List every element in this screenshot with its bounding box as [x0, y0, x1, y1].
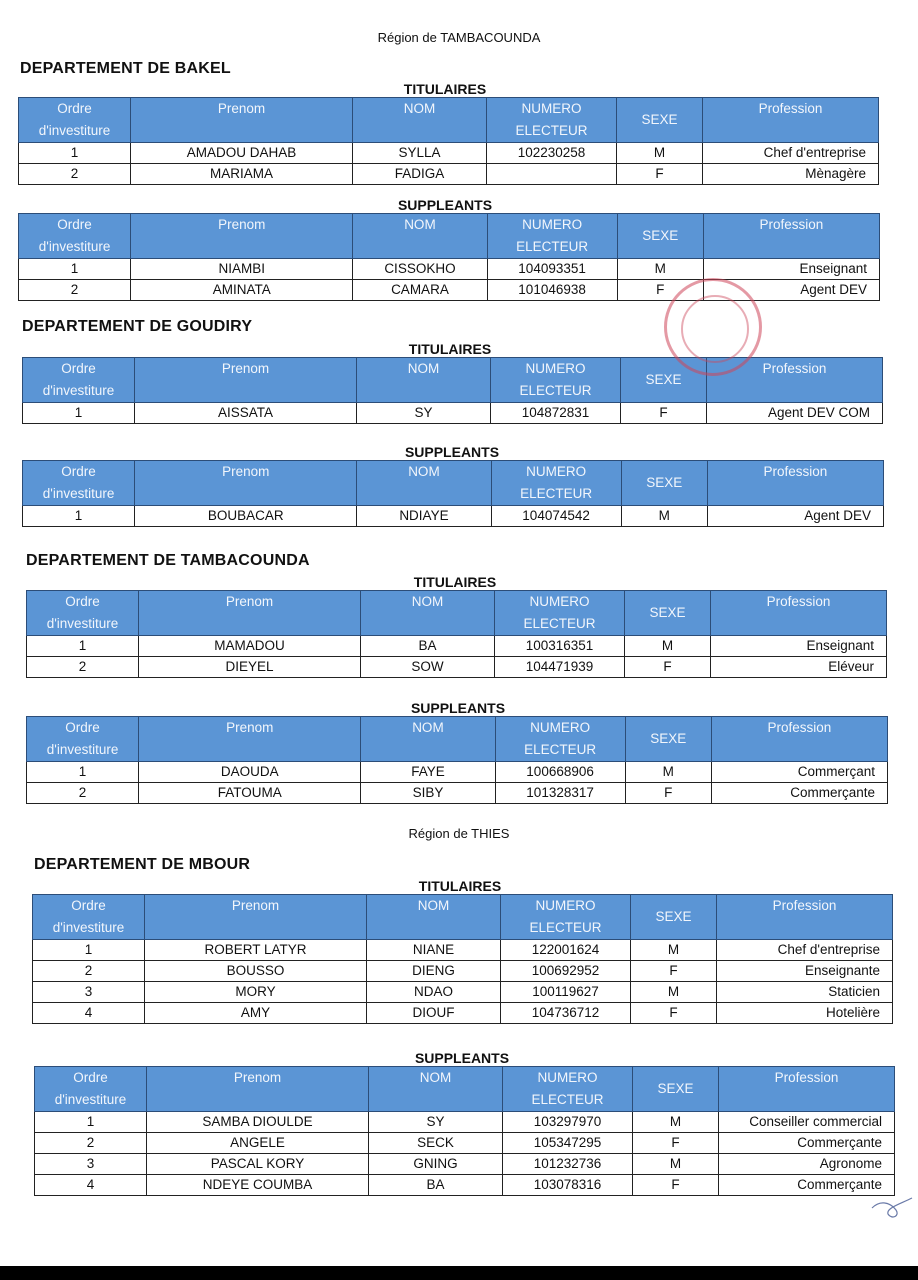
header-numero-electeur [495, 591, 625, 636]
cell-prenom: SAMBA DIOULDE [147, 1112, 369, 1133]
header-label: ELECTEUR [520, 486, 593, 501]
cell-sexe: F [617, 164, 703, 185]
header-profession [711, 591, 887, 636]
header-label: NUMERO [530, 720, 591, 735]
cell-ordre: 1 [35, 1112, 147, 1133]
header-prenom [135, 358, 357, 403]
section-titulaires: TITULAIRES [413, 574, 497, 590]
cell-ordre: 1 [23, 506, 135, 527]
cell-nom: FADIGA [353, 164, 487, 185]
table-row [19, 143, 879, 164]
header-sexe [631, 895, 717, 940]
header-ordre [33, 895, 145, 940]
cell-sexe: M [633, 1112, 719, 1133]
region-title-thies: Région de THIES [408, 826, 510, 841]
header-label: SEXE [642, 228, 679, 243]
header-nom [353, 214, 487, 259]
header-label: NOM [419, 1070, 452, 1085]
header-label: SEXE [645, 372, 682, 387]
cell-prenom: AMINATA [131, 280, 353, 301]
cell-profession: Agent DEV [707, 506, 883, 527]
cell-prenom: DAOUDA [139, 762, 361, 783]
cell-numero: 104872831 [491, 403, 621, 424]
header-label: Ordre [71, 898, 106, 913]
header-nom [361, 591, 495, 636]
header-label: Ordre [57, 101, 92, 116]
cell-numero: 101328317 [495, 783, 625, 804]
table-row [19, 259, 880, 280]
cell-numero: 101232736 [503, 1154, 633, 1175]
header-prenom [139, 717, 361, 762]
header-label: Ordre [65, 720, 100, 735]
cell-sexe: F [633, 1133, 719, 1154]
cell-profession: Staticien [717, 982, 893, 1003]
header-nom [357, 358, 491, 403]
cell-numero: 103297970 [503, 1112, 633, 1133]
header-label: Profession [772, 898, 837, 913]
cell-prenom: MORY [145, 982, 367, 1003]
cell-sexe: M [617, 259, 703, 280]
cell-numero: 104093351 [487, 259, 617, 280]
table-header-row [33, 895, 893, 940]
cell-nom: DIENG [367, 961, 501, 982]
header-label: ELECTEUR [519, 383, 592, 398]
header-label: d'investiture [46, 742, 119, 757]
header-numero-electeur [491, 461, 621, 506]
scan-bottom-border [0, 1266, 918, 1280]
cell-profession: Commerçante [719, 1175, 895, 1196]
header-profession [703, 214, 879, 259]
cell-ordre: 1 [33, 940, 145, 961]
header-label: ELECTEUR [529, 920, 602, 935]
header-label: NOM [408, 464, 440, 479]
table-row [23, 403, 883, 424]
table-row [19, 164, 879, 185]
cell-numero: 102230258 [487, 143, 617, 164]
header-label: ELECTEUR [515, 123, 588, 138]
cell-profession: Enseignante [717, 961, 893, 982]
cell-ordre: 2 [35, 1133, 147, 1154]
header-label: Profession [762, 361, 827, 376]
cell-profession: Agent DEV [703, 280, 879, 301]
cell-sexe: F [625, 657, 711, 678]
cell-sexe: M [617, 143, 703, 164]
cell-ordre: 1 [19, 143, 131, 164]
header-label: Profession [758, 101, 823, 116]
cell-ordre: 2 [33, 961, 145, 982]
header-prenom [135, 461, 357, 506]
cell-sexe: M [631, 940, 717, 961]
table-header-row [23, 461, 884, 506]
cell-ordre: 1 [27, 636, 139, 657]
header-ordre [35, 1067, 147, 1112]
section-suppleants: SUPPLEANTS [404, 444, 500, 460]
table-header-row [19, 214, 880, 259]
header-label: d'investiture [42, 486, 115, 501]
section-titulaires: TITULAIRES [408, 341, 492, 357]
dept-title-goudiry: DEPARTEMENT DE GOUDIRY [22, 318, 253, 335]
header-sexe [625, 591, 711, 636]
dept-title-bakel: DEPARTEMENT DE BAKEL [20, 60, 231, 77]
table-row [27, 762, 888, 783]
header-label: d'investiture [42, 383, 115, 398]
cell-prenom: DIEYEL [139, 657, 361, 678]
table-goudiry-suppleants [22, 460, 884, 527]
header-label: d'investiture [38, 239, 111, 254]
cell-nom: DIOUF [367, 1003, 501, 1024]
cell-profession: Chef d'entreprise [703, 143, 879, 164]
header-sexe [625, 717, 711, 762]
cell-ordre: 1 [23, 403, 135, 424]
header-label: Prenom [217, 101, 266, 116]
cell-prenom: MAMADOU [139, 636, 361, 657]
header-label: Ordre [57, 217, 92, 232]
table-header-row [27, 591, 887, 636]
header-numero-electeur [487, 98, 617, 143]
table-row [33, 1003, 893, 1024]
cell-profession: Commerçante [711, 783, 887, 804]
header-label: NUMERO [526, 464, 587, 479]
cell-prenom: BOUSSO [145, 961, 367, 982]
header-ordre [27, 717, 139, 762]
cell-prenom: MARIAMA [131, 164, 353, 185]
cell-prenom: ROBERT LATYR [145, 940, 367, 961]
header-label: ELECTEUR [531, 1092, 604, 1107]
header-sexe [621, 461, 707, 506]
table-row [33, 982, 893, 1003]
header-ordre [27, 591, 139, 636]
header-prenom [147, 1067, 369, 1112]
cell-ordre: 1 [19, 259, 131, 280]
cell-nom: BA [361, 636, 495, 657]
table-header-row [35, 1067, 895, 1112]
table-row [35, 1133, 895, 1154]
header-ordre [19, 214, 131, 259]
header-label: Prenom [233, 1070, 282, 1085]
cell-numero: 104471939 [495, 657, 625, 678]
cell-profession: Eléveur [711, 657, 887, 678]
header-label: NUMERO [529, 594, 590, 609]
table-row [27, 636, 887, 657]
header-numero-electeur [503, 1067, 633, 1112]
cell-nom: NDIAYE [357, 506, 491, 527]
header-label: NUMERO [522, 217, 583, 232]
cell-prenom: PASCAL KORY [147, 1154, 369, 1175]
cell-sexe: F [631, 1003, 717, 1024]
header-label: SEXE [641, 112, 678, 127]
cell-numero: 100668906 [495, 762, 625, 783]
header-profession [717, 895, 893, 940]
header-label: Ordre [61, 464, 96, 479]
header-label: Prenom [222, 464, 270, 479]
cell-numero: 122001624 [501, 940, 631, 961]
cell-numero: 105347295 [503, 1133, 633, 1154]
header-label: SEXE [657, 1081, 694, 1096]
dept-title-mbour: DEPARTEMENT DE MBOUR [34, 856, 251, 873]
header-label: Prenom [218, 217, 266, 232]
cell-numero: 100316351 [495, 636, 625, 657]
cell-nom: BA [369, 1175, 503, 1196]
header-label: d'investiture [38, 123, 111, 138]
table-row [35, 1175, 895, 1196]
header-label: NOM [404, 217, 436, 232]
header-label: Profession [774, 1070, 839, 1085]
header-label: SEXE [649, 605, 686, 620]
cell-prenom: NIAMBI [131, 259, 353, 280]
table-header-row [27, 717, 888, 762]
cell-ordre: 3 [35, 1154, 147, 1175]
header-label: Profession [763, 464, 828, 479]
cell-prenom: AMADOU DAHAB [131, 143, 353, 164]
cell-sexe: M [633, 1154, 719, 1175]
table-mbour-titulaires [32, 894, 893, 1024]
cell-nom: SOW [361, 657, 495, 678]
header-ordre [23, 461, 135, 506]
header-label: NOM [412, 720, 444, 735]
cell-nom: GNING [369, 1154, 503, 1175]
cell-prenom: BOUBACAR [135, 506, 357, 527]
cell-numero: 103078316 [503, 1175, 633, 1196]
cell-sexe: F [633, 1175, 719, 1196]
header-nom [353, 98, 487, 143]
table-row [27, 783, 888, 804]
header-nom [357, 461, 491, 506]
table-header-row [23, 358, 883, 403]
cell-profession: Conseiller commercial [719, 1112, 895, 1133]
header-prenom [131, 214, 353, 259]
cell-nom: FAYE [361, 762, 495, 783]
header-label: d'investiture [52, 920, 125, 935]
header-numero-electeur [501, 895, 631, 940]
header-profession [703, 98, 879, 143]
header-prenom [131, 98, 353, 143]
table-bakel-suppleants [18, 213, 880, 301]
header-label: Profession [766, 594, 831, 609]
cell-nom: SIBY [361, 783, 495, 804]
section-suppleants: SUPPLEANTS [410, 700, 506, 716]
header-label: NOM [407, 361, 440, 376]
header-label: Prenom [221, 361, 270, 376]
header-ordre [19, 98, 131, 143]
cell-ordre: 4 [35, 1175, 147, 1196]
header-sexe [617, 98, 703, 143]
header-sexe [617, 214, 703, 259]
header-label: NUMERO [537, 1070, 598, 1085]
table-row [35, 1112, 895, 1133]
header-numero-electeur [491, 358, 621, 403]
header-label: Ordre [65, 594, 100, 609]
table-bakel-titulaires [18, 97, 879, 185]
official-stamp-icon [664, 278, 762, 376]
section-suppleants: SUPPLEANTS [414, 1050, 510, 1066]
cell-profession: Commerçant [711, 762, 887, 783]
cell-sexe: F [631, 961, 717, 982]
cell-profession: Enseignant [703, 259, 879, 280]
header-ordre [23, 358, 135, 403]
cell-profession: Commerçante [719, 1133, 895, 1154]
table-row [35, 1154, 895, 1175]
region-title-tambacounda: Région de TAMBACOUNDA [377, 30, 541, 45]
cell-sexe: M [625, 762, 711, 783]
header-label: NUMERO [521, 101, 582, 116]
dept-title-tambacounda: DEPARTEMENT DE TAMBACOUNDA [26, 552, 310, 569]
header-profession [719, 1067, 895, 1112]
cell-ordre: 2 [27, 657, 139, 678]
cell-numero: 104074542 [491, 506, 621, 527]
cell-profession: Enseignant [711, 636, 887, 657]
header-nom [367, 895, 501, 940]
header-label: ELECTEUR [516, 239, 589, 254]
cell-sexe: M [621, 506, 707, 527]
cell-ordre: 3 [33, 982, 145, 1003]
cell-numero: 100692952 [501, 961, 631, 982]
cell-nom: NIANE [367, 940, 501, 961]
header-numero-electeur [487, 214, 617, 259]
cell-ordre: 4 [33, 1003, 145, 1024]
cell-prenom: AMY [145, 1003, 367, 1024]
table-row [23, 506, 884, 527]
table-row [33, 961, 893, 982]
header-prenom [139, 591, 361, 636]
header-label: Prenom [231, 898, 280, 913]
cell-numero: 100119627 [501, 982, 631, 1003]
table-mbour-suppleants [34, 1066, 895, 1196]
table-row [27, 657, 887, 678]
section-suppleants: SUPPLEANTS [397, 197, 493, 213]
header-numero-electeur [495, 717, 625, 762]
header-label: NOM [403, 101, 436, 116]
header-nom [361, 717, 495, 762]
header-label: Prenom [225, 594, 274, 609]
cell-profession: Hotelière [717, 1003, 893, 1024]
cell-nom: SY [369, 1112, 503, 1133]
cell-profession: Chef d'entreprise [717, 940, 893, 961]
header-sexe [633, 1067, 719, 1112]
cell-ordre: 2 [27, 783, 139, 804]
signature-icon [870, 1190, 914, 1230]
header-label: NUMERO [525, 361, 586, 376]
cell-ordre: 2 [19, 280, 131, 301]
cell-nom: SY [357, 403, 491, 424]
header-profession [707, 461, 883, 506]
header-prenom [145, 895, 367, 940]
header-nom [369, 1067, 503, 1112]
cell-sexe: F [621, 403, 707, 424]
cell-prenom: AISSATA [135, 403, 357, 424]
section-titulaires: TITULAIRES [403, 81, 487, 97]
header-label: SEXE [650, 731, 687, 746]
header-label: ELECTEUR [523, 616, 596, 631]
header-label: SEXE [646, 475, 683, 490]
table-header-row [19, 98, 879, 143]
table-goudiry-titulaires [22, 357, 883, 424]
section-titulaires: TITULAIRES [418, 878, 502, 894]
header-label: Profession [767, 720, 832, 735]
header-label: Prenom [226, 720, 274, 735]
cell-nom: NDAO [367, 982, 501, 1003]
cell-nom: SYLLA [353, 143, 487, 164]
cell-prenom: ANGELE [147, 1133, 369, 1154]
cell-sexe: F [625, 783, 711, 804]
table-tambacounda-titulaires [26, 590, 887, 678]
table-row [33, 940, 893, 961]
cell-sexe: M [625, 636, 711, 657]
header-label: d'investiture [54, 1092, 127, 1107]
table-tambacounda-suppleants [26, 716, 888, 804]
cell-ordre: 1 [27, 762, 139, 783]
header-label: Profession [759, 217, 824, 232]
cell-prenom: FATOUMA [139, 783, 361, 804]
cell-numero [487, 164, 617, 185]
cell-ordre: 2 [19, 164, 131, 185]
header-profession [711, 717, 887, 762]
cell-numero: 101046938 [487, 280, 617, 301]
header-label: Ordre [61, 361, 96, 376]
header-label: NOM [417, 898, 450, 913]
header-label: Ordre [73, 1070, 108, 1085]
header-label: NOM [411, 594, 444, 609]
header-label: ELECTEUR [524, 742, 597, 757]
cell-sexe: F [617, 280, 703, 301]
cell-profession: Agronome [719, 1154, 895, 1175]
header-label: NUMERO [535, 898, 596, 913]
cell-nom: CISSOKHO [353, 259, 487, 280]
cell-sexe: M [631, 982, 717, 1003]
cell-profession: Agent DEV COM [707, 403, 883, 424]
cell-nom: SECK [369, 1133, 503, 1154]
cell-numero: 104736712 [501, 1003, 631, 1024]
header-label: d'investiture [46, 616, 119, 631]
cell-profession: Mènagère [703, 164, 879, 185]
cell-nom: CAMARA [353, 280, 487, 301]
header-label: SEXE [655, 909, 692, 924]
cell-prenom: NDEYE COUMBA [147, 1175, 369, 1196]
